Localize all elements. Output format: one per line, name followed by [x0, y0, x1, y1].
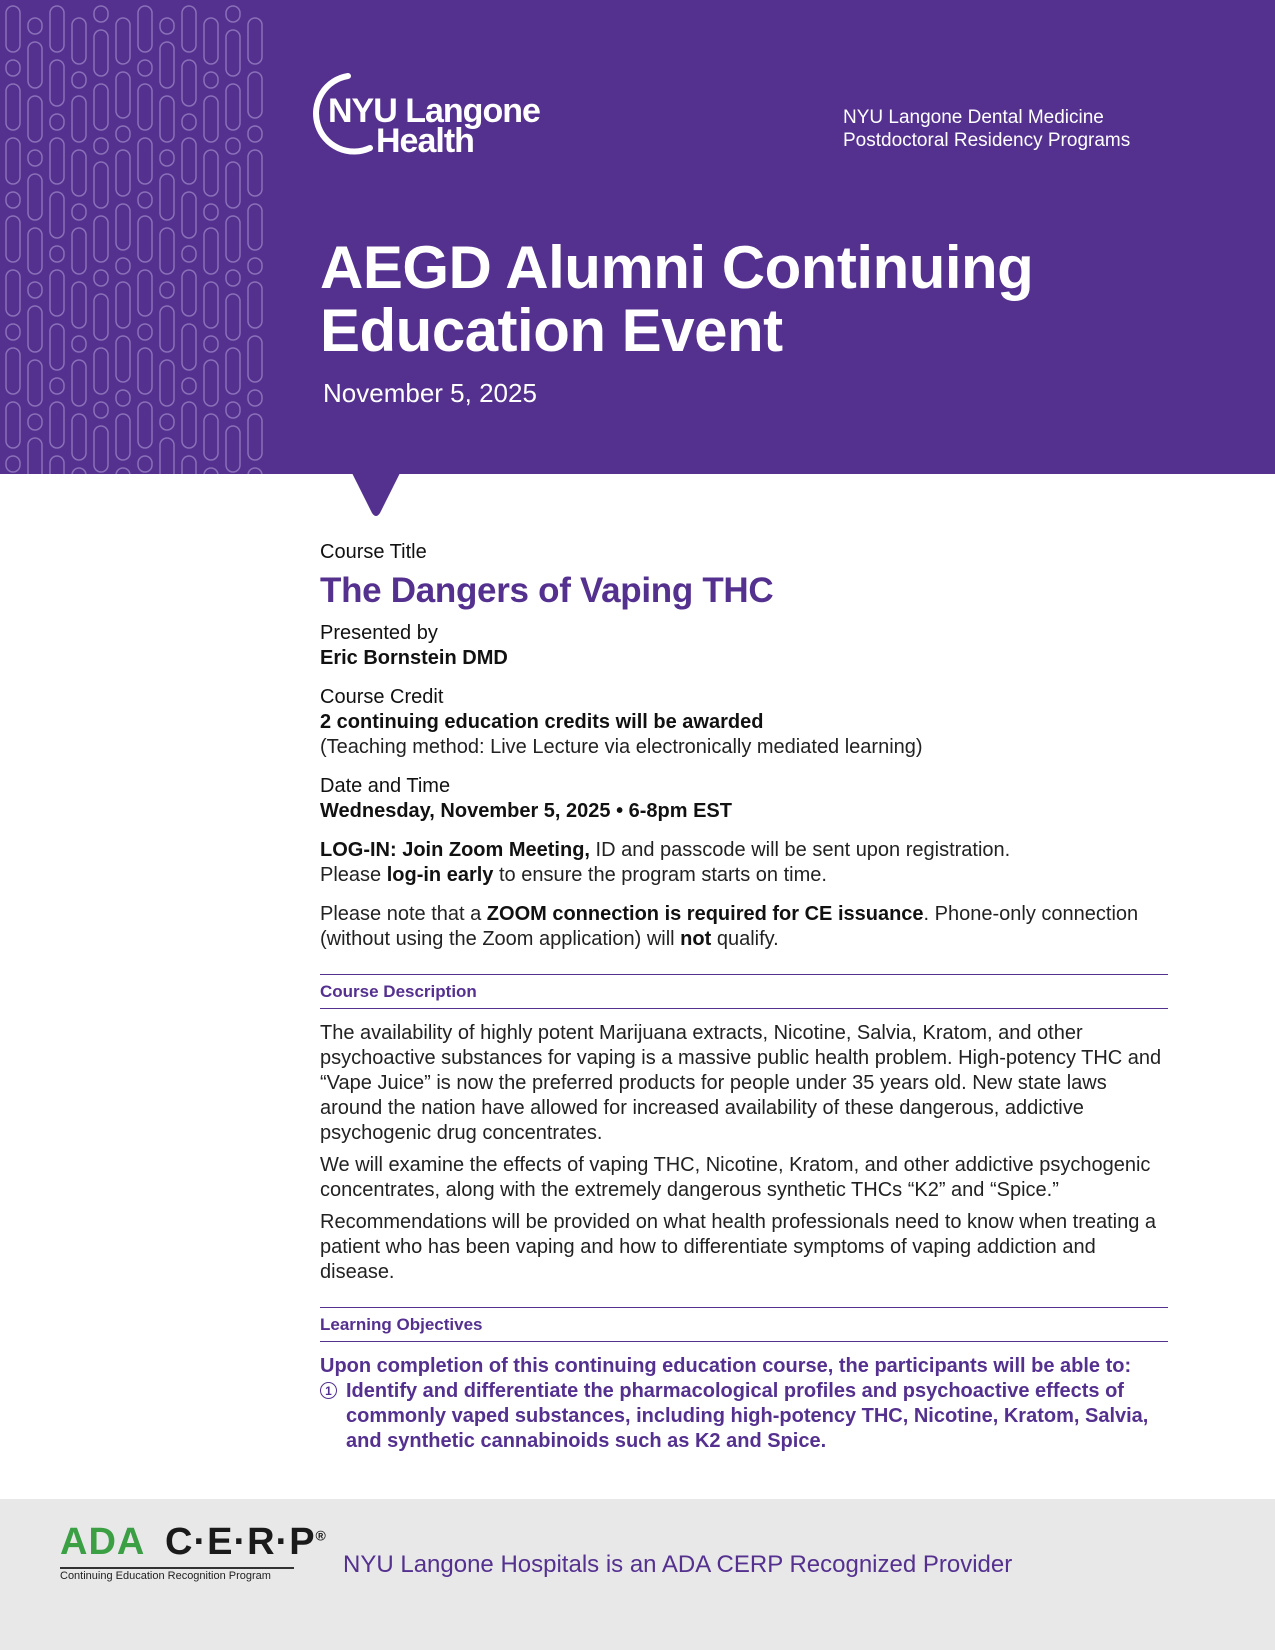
description-paragraph-1: The availability of highly potent Marijuana extracts, Nicotine, Salvia, Kratom, and other psychoactive substances for vaping is a massive public health problem. High-potency THC and “Vape Juice” is now the preferred products for people under 35 years old. New state laws around the nation have allowed for increased availability of these dangerous, addictive psychogenic drug concentrates. — [320, 1022, 1162, 1144]
zoom-bold: ZOOM connection is required for CE issuance — [486, 903, 924, 925]
pattern-pill — [138, 270, 152, 316]
pattern-pill — [182, 246, 196, 262]
pattern-pill — [50, 60, 64, 106]
objective-number-badge: 1 — [320, 1382, 337, 1399]
pattern-pill — [226, 216, 240, 262]
pattern-pill — [182, 456, 196, 474]
pattern-pill — [28, 174, 42, 220]
pattern-pill — [72, 336, 86, 352]
pattern-pill — [248, 204, 262, 250]
registered-mark: ® — [315, 1527, 327, 1544]
ada-logo-rule — [60, 1567, 294, 1569]
course-title-label: Course Title — [320, 541, 427, 563]
pattern-pill — [160, 150, 174, 166]
pattern-pill — [50, 138, 64, 184]
course-details — [320, 540, 1168, 1454]
ada-logo-subtitle: Continuing Education Recognition Program — [60, 1570, 271, 1582]
pattern-pill — [160, 174, 174, 220]
pattern-pill — [28, 96, 42, 142]
course-description-heading: Course Description — [320, 974, 1168, 1009]
pattern-pill — [248, 258, 262, 274]
zoom-mid: . Phone-only connection (without using the Zoom application) will — [320, 903, 1139, 950]
pattern-pill — [28, 150, 42, 166]
login2-pre: Please — [320, 864, 387, 886]
pattern-pill — [28, 282, 42, 298]
pattern-pill — [28, 42, 42, 88]
pattern-pill — [182, 6, 196, 52]
pattern-pill — [248, 414, 262, 460]
pattern-pill — [72, 72, 86, 88]
pattern-pill — [138, 216, 152, 262]
pattern-pill — [50, 324, 64, 370]
datetime-value: Wednesday, November 5, 2025 • 6-8pm EST — [320, 800, 732, 822]
pattern-pill — [116, 150, 130, 196]
pattern-pill — [138, 348, 152, 394]
pattern-pill — [6, 60, 20, 76]
pattern-pill — [94, 426, 108, 472]
pattern-pill — [182, 402, 196, 448]
pattern-pill — [116, 72, 130, 118]
pattern-pill — [28, 438, 42, 474]
event-date: November 5, 2025 — [323, 378, 537, 408]
pattern-pill — [248, 150, 262, 196]
pattern-pill — [6, 6, 20, 52]
logo-line-2: Health — [376, 122, 474, 160]
pattern-pill — [226, 294, 240, 340]
pattern-pill — [116, 126, 130, 142]
pattern-pill — [182, 60, 196, 106]
pattern-pill — [6, 216, 20, 262]
credit-note: (Teaching method: Live Lecture via electronically mediated learning) — [320, 736, 923, 758]
objective-text: Identify and differentiate the pharmacological profiles and psychoactive effects of commonly vaped substances, including high-potency THC, Nicotine, Kratom, Salvia, and synthetic cannabinoids such as K2 and Spice. — [346, 1380, 1149, 1452]
pattern-pill — [138, 6, 152, 52]
pattern-pill — [204, 228, 218, 274]
pattern-pill — [138, 84, 152, 130]
header-pointer — [352, 473, 400, 519]
pattern-pill — [6, 270, 20, 316]
pattern-pill — [72, 414, 86, 460]
logo-line-1: NYU Langone — [328, 92, 540, 130]
zoom-post: qualify. — [711, 928, 779, 950]
pattern-pill — [72, 204, 86, 220]
pattern-pill — [50, 192, 64, 238]
login2-post: to ensure the program starts on time. — [493, 864, 827, 886]
nyu-langone-logo — [308, 68, 540, 160]
pattern-pill — [248, 18, 262, 64]
pattern-pill — [226, 402, 240, 418]
pattern-pill — [116, 282, 130, 328]
cerp-logo-text — [165, 1521, 327, 1564]
pattern-pill — [50, 456, 64, 474]
header-banner — [0, 0, 1275, 474]
pattern-pill — [94, 138, 108, 154]
provider-statement: NYU Langone Hospitals is an ADA CERP Recognized Provider — [343, 1551, 1013, 1578]
login-bold: LOG-IN: Join Zoom Meeting, — [320, 839, 590, 861]
event-title-line-1: AEGD Alumni Continuing — [320, 234, 1034, 301]
description-paragraph-2: We will examine the effects of vaping THC, Nicotine, Kratom, and other addictive psychogenic concentrates, along with the extremely dangerous synthetic THCs “K2” and “Spice.” — [320, 1154, 1151, 1201]
pattern-pill — [72, 360, 86, 406]
presenter-name: Eric Bornstein DMD — [320, 647, 508, 669]
pattern-pill — [28, 306, 42, 352]
pattern-pill — [50, 246, 64, 262]
pattern-pill — [116, 258, 130, 274]
pattern-pill — [28, 414, 42, 430]
decorative-pattern — [0, 0, 268, 474]
pattern-pill — [72, 228, 86, 274]
pattern-pill — [226, 30, 240, 76]
pattern-pill — [226, 6, 240, 22]
credit-label: Course Credit — [320, 686, 444, 708]
pattern-pill — [6, 192, 20, 208]
pattern-pill — [50, 402, 64, 448]
pattern-pill — [160, 438, 174, 474]
pattern-pill — [28, 228, 42, 274]
pattern-pill — [204, 150, 218, 196]
pattern-pill — [116, 336, 130, 382]
pattern-pill — [50, 114, 64, 130]
pattern-pill — [248, 390, 262, 406]
cerp-letters: C·E·R·P — [165, 1521, 316, 1563]
learning-objectives-heading: Learning Objectives — [320, 1307, 1168, 1342]
zoom-not: not — [680, 928, 712, 950]
pattern-pill — [116, 390, 130, 406]
pattern-pill — [160, 414, 174, 430]
pattern-pill — [204, 96, 218, 142]
pattern-pill — [204, 468, 218, 474]
objectives-intro: Upon completion of this continuing education course, the participants will be able to: — [320, 1355, 1132, 1377]
objective-item — [320, 1379, 1168, 1454]
ada-cerp-logo — [60, 1521, 327, 1582]
footer — [0, 1499, 1275, 1650]
pattern-pill — [94, 216, 108, 262]
pattern-pill — [160, 18, 174, 34]
pattern-pill — [160, 282, 174, 298]
pattern-pill — [182, 138, 196, 184]
pattern-pill — [94, 162, 108, 208]
login2-bold: log-in early — [386, 864, 494, 886]
pattern-pill — [138, 402, 152, 448]
pattern-pill — [248, 126, 262, 142]
pattern-pill — [94, 270, 108, 286]
pattern-pill — [6, 456, 20, 472]
credit-value: 2 continuing education credits will be awarded — [320, 711, 764, 733]
pattern-pill — [226, 84, 240, 130]
presenter-block — [320, 621, 1168, 671]
pattern-pill — [72, 96, 86, 142]
pattern-pill — [94, 84, 108, 130]
pattern-pill — [6, 324, 20, 340]
pattern-pill — [160, 306, 174, 352]
pattern-pill — [226, 270, 240, 286]
pattern-pill — [28, 18, 42, 34]
pattern-pill — [50, 270, 64, 316]
pattern-pill — [116, 468, 130, 474]
pattern-pill — [182, 378, 196, 394]
datetime-label: Date and Time — [320, 775, 451, 797]
pattern-pill — [94, 294, 108, 340]
pattern-pill — [248, 72, 262, 118]
login-instructions — [320, 838, 1168, 888]
login-rest: ID and passcode will be sent upon registration. — [589, 839, 1011, 861]
pattern-pill — [226, 162, 240, 208]
event-title — [320, 236, 1220, 362]
pattern-pill — [72, 282, 86, 328]
zoom-note — [320, 902, 1168, 952]
presenter-label: Presented by — [320, 622, 438, 644]
pattern-pill — [116, 204, 130, 250]
pattern-pill — [204, 360, 218, 406]
ada-logo-text: ADA — [60, 1521, 146, 1563]
credit-block — [320, 685, 1168, 760]
pattern-pill — [138, 456, 152, 472]
pattern-pill — [182, 270, 196, 316]
event-title-line-2: Education Event — [320, 297, 783, 364]
pattern-pill — [248, 282, 262, 328]
pattern-pill — [94, 30, 108, 76]
pattern-pill — [160, 96, 174, 142]
pattern-pill — [138, 324, 152, 340]
pattern-pill — [182, 192, 196, 238]
program-name — [843, 106, 1130, 152]
pattern-pill — [182, 114, 196, 130]
pattern-pill — [226, 348, 240, 394]
pattern-pill — [204, 204, 218, 220]
datetime-block — [320, 774, 1168, 824]
pattern-pill — [226, 426, 240, 472]
pattern-pill — [94, 402, 108, 418]
description-paragraph-3: Recommendations will be provided on what health professionals need to know when treating a patient who has been vaping and how to differentiate symptoms of vaping addiction and disease. — [320, 1211, 1157, 1283]
pattern-pill — [160, 228, 174, 274]
zoom-pre: Please note that a — [320, 903, 487, 925]
pattern-pill — [160, 360, 174, 406]
pattern-pill — [50, 378, 64, 394]
pattern-pill — [248, 336, 262, 382]
pattern-pill — [248, 468, 262, 474]
pattern-pill — [138, 138, 152, 184]
pattern-pill — [72, 150, 86, 196]
pattern-pill — [204, 336, 218, 352]
pattern-pill — [116, 18, 130, 64]
pattern-pill — [6, 84, 20, 130]
pattern-pill — [6, 138, 20, 184]
course-title: The Dangers of Vaping THC — [320, 571, 774, 610]
pattern-pill — [138, 192, 152, 208]
pattern-pill — [138, 60, 152, 76]
pattern-pill — [182, 324, 196, 370]
pattern-pill — [50, 6, 64, 52]
pattern-pill — [226, 138, 240, 154]
pattern-pill — [94, 6, 108, 22]
pattern-pill — [204, 18, 218, 64]
pattern-pill — [72, 18, 86, 64]
pattern-pill — [204, 282, 218, 328]
pattern-pill — [94, 348, 108, 394]
pattern-pill — [28, 360, 42, 406]
program-name-line-2: Postdoctoral Residency Programs — [843, 130, 1131, 151]
pattern-pill — [204, 72, 218, 88]
pattern-pill — [116, 414, 130, 460]
pattern-pill — [204, 414, 218, 460]
pattern-pill — [72, 468, 86, 474]
pattern-pill — [6, 348, 20, 394]
pattern-pill — [6, 402, 20, 448]
program-name-line-1: NYU Langone Dental Medicine — [843, 107, 1104, 128]
pattern-pill — [160, 42, 174, 88]
